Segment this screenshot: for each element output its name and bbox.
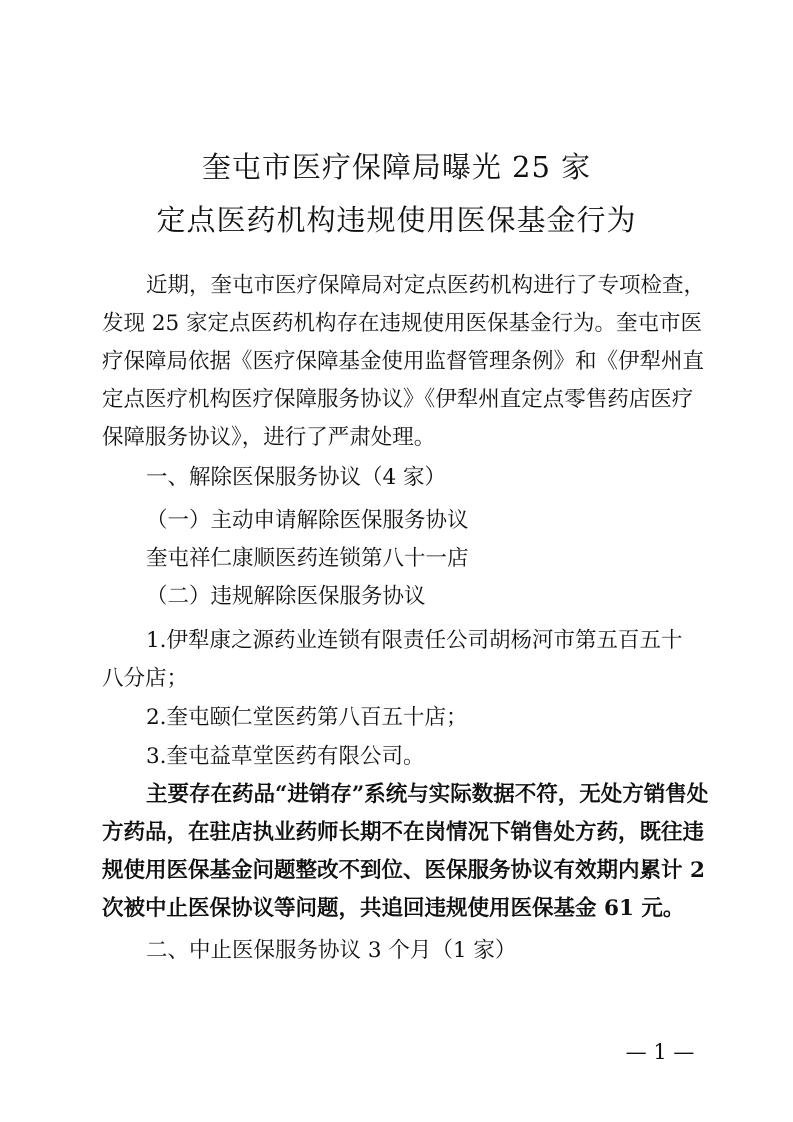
section-1-sub-2-heading: （二）违规解除医保服务协议	[146, 584, 426, 609]
section-1-sub-1-item: 奎屯祥仁康顺医药连锁第八十一店	[146, 546, 469, 571]
violation-line-3: 规使用医保基金问题整改不到位、医保服务协议有效期内累计 2	[102, 858, 705, 883]
section-1-item-2: 2.奎屯颐仁堂医药第八百五十店；	[146, 705, 468, 730]
intro-line-3: 疗保障局依据《医疗保障基金使用监督管理条例》和《伊犁州直	[102, 349, 705, 374]
document-title-line-2: 定点医药机构违规使用医保基金行为	[156, 203, 637, 237]
violation-line-1: 主要存在药品“进销存”系统与实际数据不符，无处方销售处	[146, 782, 709, 807]
intro-line-4: 定点医疗机构医疗保障服务协议》《伊犁州直定点零售药店医疗	[102, 387, 694, 412]
page-number: — 1 —	[625, 1040, 695, 1064]
section-1-heading: 一、解除医保服务协议（4 家）	[146, 465, 447, 490]
section-2-heading: 二、中止医保服务协议 3 个月（1 家）	[146, 938, 517, 963]
section-1-item-3: 3.奎屯益草堂医药有限公司。	[146, 744, 425, 769]
section-1-item-1-line-1: 1.伊犁康之源药业连锁有限责任公司胡杨河市第五百五十	[146, 628, 683, 653]
intro-line-2: 发现 25 家定点医药机构存在违规使用医保基金行为。奎屯市医	[102, 311, 703, 336]
violation-line-2: 方药品，在驻店执业药师长期不在岗情况下销售处方药，既往违	[102, 820, 705, 845]
section-1-sub-1-heading: （一）主动申请解除医保服务协议	[146, 508, 469, 533]
document-title-line-1: 奎屯市医疗保障局曝光 25 家	[201, 150, 592, 184]
intro-line-5: 保障服务协议》，进行了严肃处理。	[102, 425, 436, 450]
section-1-item-1-line-2: 八分店；	[102, 666, 189, 691]
violation-line-4: 次被中止医保协议等问题，共追回违规使用医保基金 61 元。	[102, 896, 685, 921]
intro-line-1: 近期，奎屯市医疗保障局对定点医药机构进行了专项检查，	[146, 273, 706, 298]
